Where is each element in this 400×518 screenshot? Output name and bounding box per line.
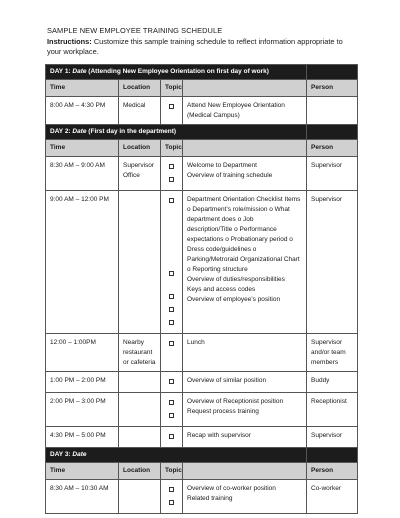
person-line: and/or team <box>311 349 346 356</box>
day-label: DAY 3: <box>50 451 73 458</box>
checkbox-icon[interactable] <box>169 341 174 346</box>
column-header-row <box>46 80 358 97</box>
schedule-row <box>46 191 358 334</box>
topic-line: Recap with supervisor <box>187 432 251 439</box>
person-line: Co-worker <box>311 485 341 492</box>
header-location: Location <box>119 140 161 157</box>
day-label: DAY 1: <box>50 68 73 75</box>
schedule-row <box>46 97 358 125</box>
checkbox-icon[interactable] <box>169 500 174 505</box>
person-line: members <box>311 359 339 366</box>
header-blank <box>183 140 307 157</box>
time-cell: 9:00 AM – 12:00 PM <box>46 191 119 334</box>
location-line: Nearby <box>123 339 144 346</box>
checkbox-spacer <box>165 228 178 238</box>
person-line: Buddy <box>311 377 330 384</box>
topic-line: Request process training <box>187 408 259 415</box>
day-note: (First day in the department) <box>86 128 177 135</box>
time-cell: 12:00 – 1:00PM <box>46 334 119 372</box>
checkbox-spacer <box>165 248 178 258</box>
topic-cell <box>183 480 307 514</box>
checkbox-spacer <box>165 238 178 248</box>
checkbox-cell <box>161 480 183 514</box>
topic-line: Overview of similar position <box>187 377 267 384</box>
checkbox-icon[interactable] <box>169 294 174 299</box>
checkbox-icon[interactable] <box>169 379 174 384</box>
header-person: Person <box>307 80 358 97</box>
checkbox-spacer <box>165 208 178 218</box>
topic-line: department does o Job <box>187 216 254 223</box>
topic-line: Parking/Metroraid Organizational Chart <box>187 256 300 263</box>
topic-line: Related training <box>187 495 233 502</box>
header-topic: Topic <box>161 140 183 157</box>
person-cell <box>307 157 358 191</box>
checkbox-spacer <box>165 218 178 228</box>
schedule-row <box>46 334 358 372</box>
day-banner <box>46 65 307 80</box>
location-cell <box>119 334 161 372</box>
schedule-row <box>46 427 358 448</box>
checkbox-slot <box>165 271 178 281</box>
training-schedule-table <box>45 64 358 514</box>
day-banner-row <box>46 448 358 463</box>
topic-cell <box>183 372 307 393</box>
day-banner <box>46 448 307 463</box>
time-cell: 2:00 PM – 3:00 PM <box>46 393 119 427</box>
topic-line: Overview of co-worker position <box>187 485 276 492</box>
checkbox-cell <box>161 157 183 191</box>
topic-line: Attend New Employee Orientation <box>187 102 285 109</box>
topic-line: Keys and access codes <box>187 286 256 293</box>
location-line: Office <box>123 172 140 179</box>
day-banner-row <box>46 125 358 140</box>
header-location: Location <box>119 463 161 480</box>
topic-line: Department Orientation Checklist Items <box>187 196 301 203</box>
time-cell: 8:30 AM – 10:30 AM <box>46 480 119 514</box>
header-blank <box>183 80 307 97</box>
topic-cell <box>183 393 307 427</box>
topic-cell <box>183 97 307 125</box>
checkbox-icon[interactable] <box>169 320 174 325</box>
location-cell <box>119 427 161 448</box>
person-cell <box>307 191 358 334</box>
checkbox-spacer <box>165 281 178 291</box>
person-line: Receptionist <box>311 398 347 405</box>
instructions <box>47 37 347 57</box>
day-note: (Attending New Employee Orientation on first day of work) <box>86 68 269 75</box>
person-cell <box>307 480 358 514</box>
header-time: Time <box>46 80 119 97</box>
checkbox-slot <box>165 294 178 304</box>
checkbox-slot <box>165 341 178 351</box>
location-line: restaurant <box>123 349 153 356</box>
location-line: Supervisor <box>123 162 155 169</box>
checkbox-cell <box>161 191 183 334</box>
person-line: Supervisor <box>311 196 343 203</box>
checkbox-icon[interactable] <box>169 434 174 439</box>
topic-cell <box>183 191 307 334</box>
person-line: Supervisor <box>311 432 343 439</box>
topic-cell <box>183 427 307 448</box>
day-banner-end <box>307 125 358 140</box>
topic-line: expectations o Probationary period o <box>187 236 293 243</box>
checkbox-icon[interactable] <box>169 400 174 405</box>
checkbox-icon[interactable] <box>169 104 174 109</box>
checkbox-cell <box>161 334 183 372</box>
topic-line: Overview of duties/responsibilities <box>187 276 285 283</box>
checkbox-slot <box>165 487 178 497</box>
checkbox-slot <box>165 198 178 208</box>
topic-line: o Reporting structure <box>187 266 248 273</box>
checkbox-icon[interactable] <box>169 177 174 182</box>
location-cell <box>119 480 161 514</box>
checkbox-slot <box>165 400 178 410</box>
header-topic: Topic <box>161 463 183 480</box>
topic-line: (Medical Campus) <box>187 112 240 119</box>
location-cell <box>119 157 161 191</box>
day-date: Date <box>72 128 87 135</box>
person-cell <box>307 427 358 448</box>
checkbox-slot <box>165 320 178 330</box>
checkbox-slot <box>165 500 178 510</box>
person-cell <box>307 334 358 372</box>
topic-cell <box>183 334 307 372</box>
schedule-row <box>46 393 358 427</box>
checkbox-icon[interactable] <box>169 413 174 418</box>
header-time: Time <box>46 140 119 157</box>
location-line: Medical <box>123 102 146 109</box>
person-cell <box>307 393 358 427</box>
checkbox-icon[interactable] <box>169 164 174 169</box>
day-banner-row <box>46 65 358 80</box>
checkbox-slot <box>165 104 178 114</box>
checkbox-slot <box>165 177 178 187</box>
checkbox-slot <box>165 379 178 389</box>
topic-line: Lunch <box>187 339 205 346</box>
person-cell <box>307 97 358 125</box>
header-person: Person <box>307 463 358 480</box>
topic-line: Dress code/guidelines o <box>187 246 257 253</box>
checkbox-spacer <box>165 258 178 268</box>
person-line: Supervisor <box>311 339 343 346</box>
schedule-row <box>46 480 358 514</box>
checkbox-cell <box>161 393 183 427</box>
column-header-row <box>46 463 358 480</box>
location-line: or cafeteria <box>123 359 156 366</box>
header-time: Time <box>46 463 119 480</box>
person-cell <box>307 372 358 393</box>
checkbox-slot <box>165 434 178 444</box>
day-banner <box>46 125 307 140</box>
checkbox-cell <box>161 372 183 393</box>
instructions-text: Customize this sample training schedule to reflect information appropriate to your workplace. <box>47 37 343 56</box>
header-person: Person <box>307 140 358 157</box>
time-cell: 8:00 AM – 4:30 PM <box>46 97 119 125</box>
checkbox-icon[interactable] <box>169 487 174 492</box>
topic-line: Overview of Receptionist position <box>187 398 284 405</box>
checkbox-icon[interactable] <box>169 307 174 312</box>
header-topic: Topic <box>161 80 183 97</box>
topic-cell <box>183 157 307 191</box>
checkbox-slot <box>165 164 178 174</box>
location-cell <box>119 191 161 334</box>
day-date: Date <box>72 68 87 75</box>
checkbox-slot <box>165 413 178 423</box>
column-header-row <box>46 140 358 157</box>
checkbox-icon[interactable] <box>169 198 174 203</box>
location-cell <box>119 393 161 427</box>
checkbox-cell <box>161 427 183 448</box>
checkbox-cell <box>161 97 183 125</box>
person-line: Supervisor <box>311 162 343 169</box>
location-cell <box>119 372 161 393</box>
schedule-row <box>46 157 358 191</box>
day-banner-end <box>307 65 358 80</box>
location-cell <box>119 97 161 125</box>
time-cell: 8:30 AM – 9:00 AM <box>46 157 119 191</box>
day-label: DAY 2: <box>50 128 73 135</box>
schedule-row <box>46 372 358 393</box>
time-cell: 4:30 PM – 5:00 PM <box>46 427 119 448</box>
topic-line: o Department’s role/mission o What <box>187 206 290 213</box>
instructions-label: Instructions: <box>47 37 92 46</box>
checkbox-icon[interactable] <box>169 271 174 276</box>
day-banner-end <box>307 448 358 463</box>
header-blank <box>183 463 307 480</box>
header-location: Location <box>119 80 161 97</box>
checkbox-slot <box>165 307 178 317</box>
time-cell: 1:00 PM – 2:00 PM <box>46 372 119 393</box>
topic-line: Overview of employee’s position <box>187 296 281 303</box>
day-date: Date <box>72 451 87 458</box>
topic-line: description/Title o Performance <box>187 226 277 233</box>
document-title: SAMPLE NEW EMPLOYEE TRAINING SCHEDULE <box>47 26 223 35</box>
topic-line: Welcome to Department <box>187 162 257 169</box>
topic-line: Overview of training schedule <box>187 172 273 179</box>
